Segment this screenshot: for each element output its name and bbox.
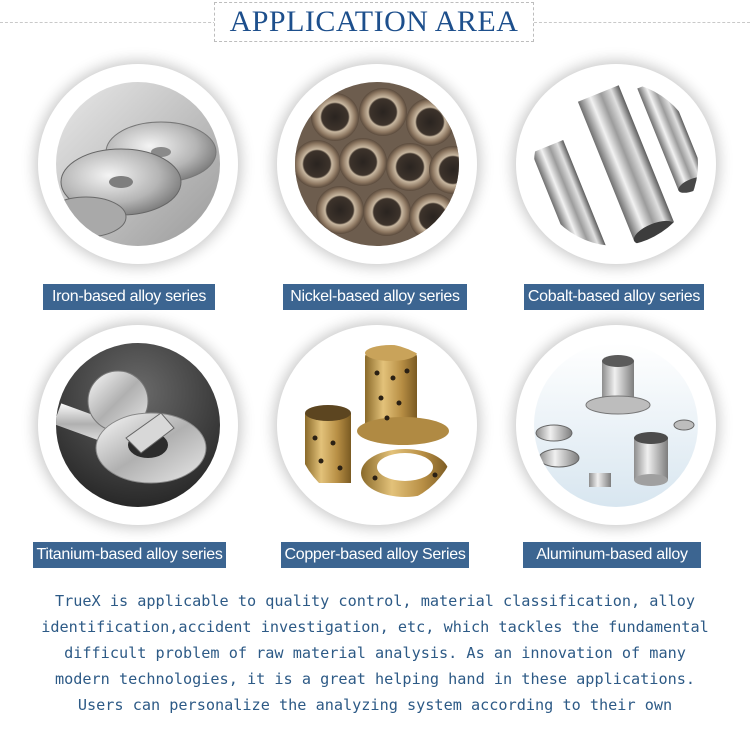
card-nickel[interactable]	[277, 64, 477, 305]
image-circle	[38, 64, 238, 264]
label-titanium: Titanium-based alloy series	[33, 542, 226, 568]
copper-bushings-image	[295, 343, 459, 507]
section-title-box	[214, 2, 534, 42]
description-line: Users can personalize the analyzing system according to their own	[77, 696, 673, 714]
label-copper: Copper-based alloy Series	[281, 542, 469, 568]
titanium-parts-image	[56, 343, 220, 507]
card-cobalt[interactable]	[516, 64, 716, 305]
card-copper[interactable]	[277, 325, 477, 563]
card-titanium[interactable]	[36, 325, 238, 563]
card-aluminum[interactable]	[516, 325, 716, 563]
title-divider-right	[534, 22, 750, 23]
image-circle	[277, 64, 477, 264]
image-circle	[38, 325, 238, 525]
iron-discs-image	[56, 82, 220, 246]
description-line: identification,accident investigation, etc, which tackles the fundamental	[41, 618, 709, 636]
description-line: difficult problem of raw material analysis. As an innovation of many	[64, 644, 686, 662]
cobalt-tubes-image	[534, 82, 698, 246]
label-iron: Iron-based alloy series	[43, 284, 215, 310]
label-aluminum: Aluminum-based alloy	[523, 542, 701, 568]
label-nickel: Nickel-based alloy series	[283, 284, 467, 310]
description-line: modern technologies, it is a great helping hand in these applications.	[54, 670, 696, 688]
section-title: APPLICATION AREA	[229, 5, 519, 38]
description-text	[20, 588, 730, 718]
card-iron[interactable]	[38, 64, 238, 305]
label-cobalt: Cobalt-based alloy series	[524, 284, 704, 310]
nickel-tubes-image	[295, 82, 459, 246]
image-circle	[516, 325, 716, 525]
title-divider-left	[0, 22, 216, 23]
description-line: TrueX is applicable to quality control, material classification, alloy	[54, 592, 696, 610]
image-circle	[277, 325, 477, 525]
aluminum-parts-image	[534, 343, 698, 507]
image-circle	[516, 64, 716, 264]
